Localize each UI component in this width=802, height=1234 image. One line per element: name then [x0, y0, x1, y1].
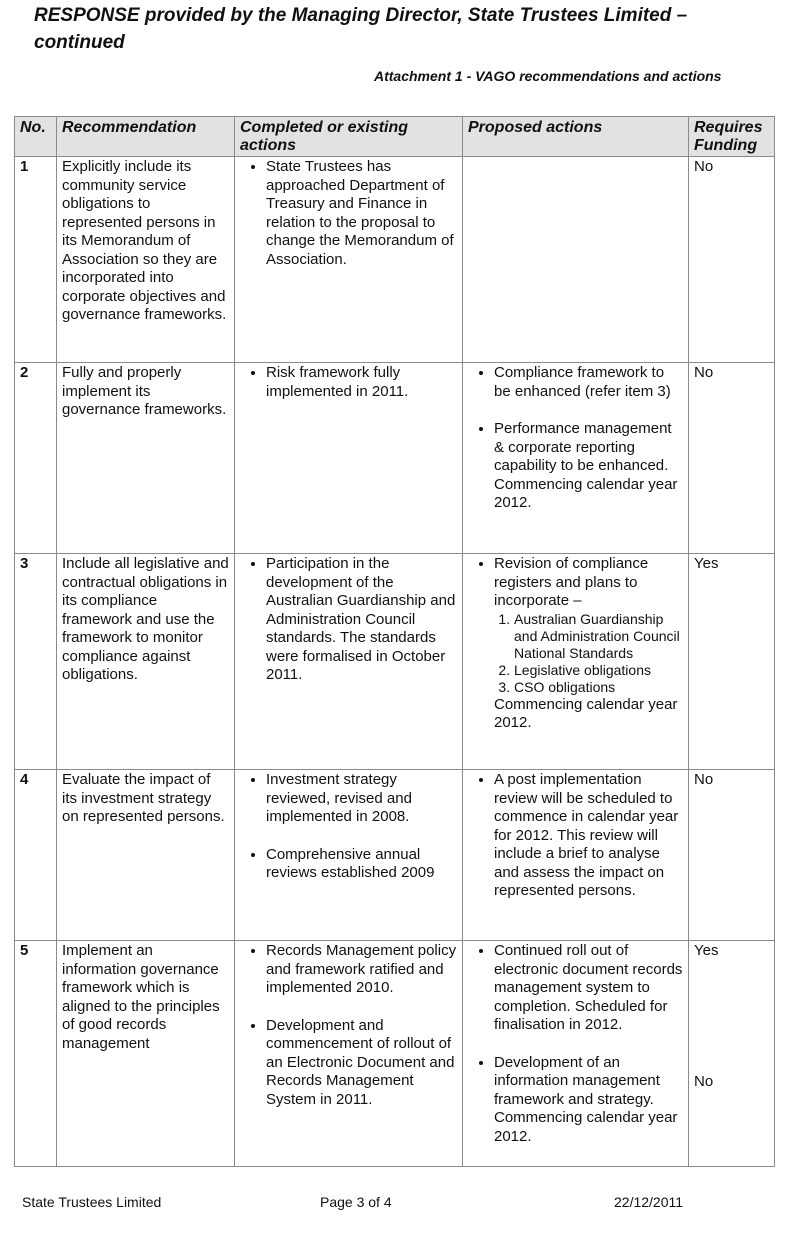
row-number: 5: [15, 941, 57, 1167]
proposed-actions-cell: [463, 363, 689, 554]
table-row: [15, 157, 775, 363]
column-header-proposed-actions: Proposed actions: [463, 117, 689, 157]
list-item: • Compliance framework to be enhanced (refer item 3): [494, 364, 683, 401]
funding-cell: No: [689, 157, 775, 363]
table-row: [15, 770, 775, 941]
list-item: • Risk framework fully implemented in 2011.: [266, 364, 457, 401]
recommendation-cell: Explicitly include its community service obligations to represented persons in its Memorandum of Association so they are incorporated into corporate objectives and governance frameworks.: [57, 157, 235, 363]
funding-cell: Yes: [689, 554, 775, 770]
numbered-item: 2. Legislative obligations: [514, 662, 683, 679]
recommendation-cell: Fully and properly implement its governance frameworks.: [57, 363, 235, 554]
list-item: • Investment strategy reviewed, revised and implemented in 2008.: [266, 771, 457, 827]
recommendation-cell: Include all legislative and contractual obligations in its compliance framework and use the framework to monitor compliance against obligations.: [57, 554, 235, 770]
table-row: [15, 941, 775, 1167]
list-item: • Development of an information management framework and strategy. Commencing calendar year 2012.: [494, 1054, 683, 1147]
list-item: [494, 555, 683, 733]
column-header-requires-funding: Requires Funding: [689, 117, 775, 157]
numbered-item: 3. CSO obligations: [514, 679, 683, 696]
completed-actions-cell: [235, 554, 463, 770]
row-number: 3: [15, 554, 57, 770]
recommendation-cell: Implement an information governance framework which is aligned to the principles of good records management: [57, 941, 235, 1167]
table-row: [15, 363, 775, 554]
column-header-recommendation: Recommendation: [57, 117, 235, 157]
proposed-actions-cell: [463, 157, 689, 363]
table-header-row: [15, 117, 775, 157]
footer-organisation: State Trustees Limited: [22, 1194, 162, 1210]
row-number: 1: [15, 157, 57, 363]
completed-actions-cell: [235, 770, 463, 941]
list-item: • Records Management policy and framework ratified and implemented 2010.: [266, 942, 457, 998]
funding-cell: [689, 941, 775, 1167]
proposed-actions-cell: [463, 770, 689, 941]
list-item: • Participation in the development of the Australian Guardianship and Administration Council standards. The standards were formalised in October 2011.: [266, 555, 457, 685]
numbered-item: 1. Australian Guardianship and Administration Council National Standards: [514, 611, 683, 662]
numbered-list: [494, 611, 683, 696]
funding-value: No: [694, 1072, 714, 1090]
footer-page-number: Page 3 of 4: [320, 1194, 392, 1210]
completed-actions-cell: [235, 363, 463, 554]
attachment-title: Attachment 1 - VAGO recommendations and actions: [374, 68, 722, 84]
footer-date: 22/12/2011: [614, 1194, 684, 1210]
list-item: • A post implementation review will be scheduled to commence in calendar year for 2012. This review will include a brief to analyse and assess the impact on represented persons.: [494, 771, 683, 901]
proposed-actions-cell: [463, 554, 689, 770]
funding-cell: No: [689, 363, 775, 554]
completed-actions-cell: [235, 941, 463, 1167]
proposed-actions-cell: [463, 941, 689, 1167]
completed-actions-cell: [235, 157, 463, 363]
recommendation-cell: Evaluate the impact of its investment strategy on represented persons.: [57, 770, 235, 941]
funding-value: Yes: [694, 942, 719, 959]
row-number: 2: [15, 363, 57, 554]
list-item: • Development and commencement of rollout of an Electronic Document and Records Management System in 2011.: [266, 1017, 457, 1110]
list-item: • Comprehensive annual reviews established 2009: [266, 846, 457, 883]
table-row: [15, 554, 775, 770]
column-header-completed-actions: Completed or existing actions: [235, 117, 463, 157]
list-item: • Performance management & corporate reporting capability to be enhanced. Commencing calendar year 2012.: [494, 420, 683, 513]
column-header-no: No.: [15, 117, 57, 157]
row-number: 4: [15, 770, 57, 941]
funding-cell: No: [689, 770, 775, 941]
proposed-intro: Revision of compliance registers and plans to incorporate –: [494, 555, 649, 609]
list-item: • Continued roll out of electronic document records management system to completion. Scheduled for finalisation in 2012.: [494, 942, 683, 1035]
proposed-outro: Commencing calendar year 2012.: [494, 695, 678, 731]
page-heading: RESPONSE provided by the Managing Director, State Trustees Limited – continued: [34, 5, 688, 53]
list-item: • State Trustees has approached Department of Treasury and Finance in relation to the proposal to change the Memorandum of Association.: [266, 158, 457, 269]
recommendations-table: [14, 116, 775, 1167]
